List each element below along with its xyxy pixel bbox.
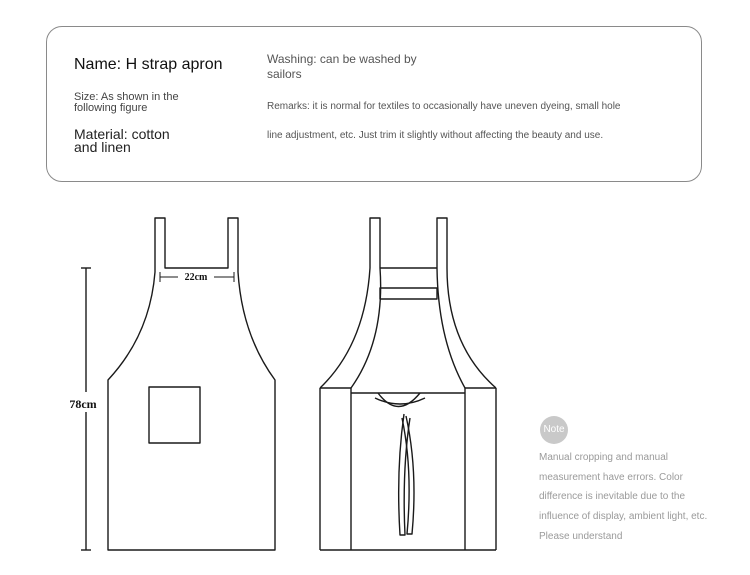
front-pocket	[149, 387, 200, 443]
width-label: 22cm	[184, 272, 208, 283]
back-strap-band	[380, 288, 437, 299]
note-text: Manual cropping and manual measurement have errors. Color difference is inevitable due to the influence of display, ambient light, etc. Please understand	[539, 452, 708, 542]
remarks-line-1: Remarks: it is normal for textiles to occasionally have uneven dyeing, small hole	[267, 101, 621, 112]
product-material: Material: cotton and linen	[74, 126, 170, 155]
apron-front-view	[108, 218, 275, 550]
product-size: Size: As shown in the following figure	[74, 91, 179, 114]
remarks-line-2: line adjustment, etc. Just trim it slightly without affecting the beauty and use.	[267, 130, 604, 141]
note-badge: Note	[540, 416, 568, 444]
product-name: Name: H strap apron	[74, 56, 223, 73]
height-label: 78cm	[69, 397, 97, 411]
washing-instructions: Washing: can be washed by sailors	[267, 52, 417, 81]
product-info-card	[46, 26, 702, 182]
apron-back-view	[320, 218, 496, 550]
